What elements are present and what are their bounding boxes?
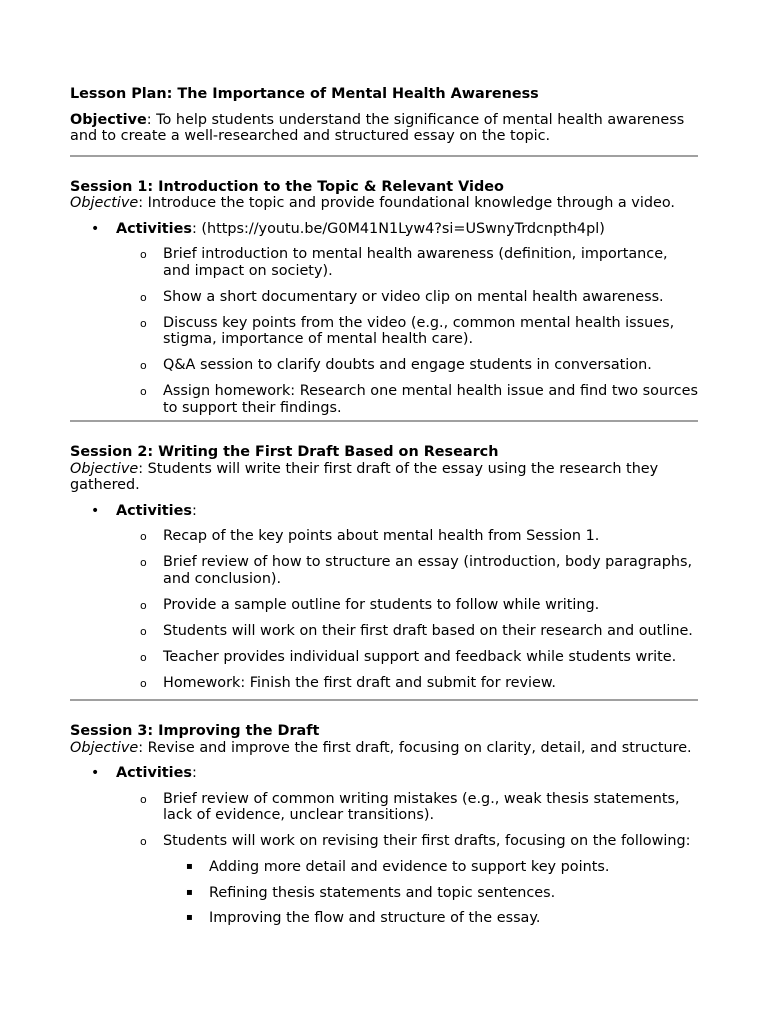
activities-item [70, 503, 698, 520]
activities-label: Activities [116, 765, 192, 781]
list-item-text: Discuss key points from the video (e.g., common mental health issues, stigma, importance of mental health care). [163, 314, 675, 347]
square-bullet-icon: ▪ [186, 912, 193, 923]
sub-list-item-text: Refining thesis statements and topic sentences. [209, 884, 556, 901]
session-objective-label: Objective [70, 195, 139, 211]
list-item [70, 528, 698, 545]
activities-label: Activities [116, 220, 192, 237]
activities-suffix: : [191, 765, 197, 781]
document-page [70, 86, 698, 936]
session-objective-label: Objective [70, 739, 139, 756]
session-objective-text: : Revise and improve the first draft, focusing on clarity, detail, and structure. [138, 739, 692, 756]
activities-item [70, 221, 698, 238]
sub-list-item-text: Improving the flow and structure of the essay. [209, 910, 541, 926]
square-bullet-icon: ▪ [186, 886, 193, 898]
document-title: Lesson Plan: The Importance of Mental Health Awareness [70, 86, 539, 102]
circle-bullet-icon: o [140, 835, 147, 848]
activities-label: Activities [116, 502, 192, 519]
bullet-icon: • [91, 765, 100, 781]
circle-bullet-icon: o [140, 530, 147, 543]
list-item [70, 623, 698, 640]
divider [70, 420, 698, 422]
session-1 [70, 179, 698, 417]
list-item [70, 597, 698, 614]
objective-label: Objective [70, 111, 147, 128]
circle-bullet-icon: o [140, 316, 147, 330]
circle-bullet-icon: o [140, 290, 147, 304]
list-item [70, 833, 698, 850]
circle-bullet-icon: o [140, 385, 147, 398]
list-item [70, 383, 698, 416]
list-item [70, 554, 698, 587]
session-objective-text: : Students will write their first draft of the essay using the research they gathered. [70, 460, 659, 493]
session-objective [70, 740, 698, 757]
circle-bullet-icon: o [140, 792, 147, 806]
activities-suffix: : [191, 502, 197, 519]
activities-item [70, 765, 698, 782]
session-objective-label: Objective [70, 460, 139, 477]
list-item-text: Provide a sample outline for students to follow while writing. [163, 596, 600, 613]
list-item-text: Students will work on their first draft based on their research and outline. [163, 622, 693, 639]
objective-text: : To help students understand the significance of mental health awareness and to create a well-researched and structured essay on the topic. [70, 111, 685, 144]
list-item-text: Q&A session to clarify doubts and engage students in conversation. [163, 357, 652, 373]
list-item [70, 315, 698, 348]
list-item-text: Recap of the key points about mental health from Session 1. [163, 528, 600, 544]
activities-link[interactable]: : (https://youtu.be/G0M41N1Lyw4?si=USwnyTrdcnpth4pl) [191, 220, 605, 237]
list-item-text: Students will work on revising their first drafts, focusing on the following: [163, 833, 691, 849]
circle-bullet-icon: o [140, 676, 147, 690]
bullet-icon: • [91, 220, 100, 237]
list-item-text: Brief review of common writing mistakes (e.g., weak thesis statements, lack of evidence, unclear transitions). [163, 790, 680, 823]
session-objective [70, 461, 698, 494]
list-item-text: Assign homework: Research one mental health issue and find two sources to support their findings. [163, 383, 698, 416]
session-2 [70, 444, 698, 691]
list-item [70, 791, 698, 824]
circle-bullet-icon: o [140, 650, 147, 664]
list-item-text: Show a short documentary or video clip on mental health awareness. [163, 288, 664, 305]
circle-bullet-icon: o [140, 624, 147, 638]
session-title: Session 2: Writing the First Draft Based on Research [70, 444, 499, 460]
sub-list-item [70, 885, 698, 902]
document-objective [70, 112, 698, 145]
list-item [70, 357, 698, 374]
list-item [70, 649, 698, 666]
list-item-text: Brief introduction to mental health awareness (definition, importance, and impact on society). [163, 246, 668, 279]
circle-bullet-icon: o [140, 556, 147, 569]
session-title: Session 3: Improving the Draft [70, 723, 320, 739]
sub-list-item [70, 910, 698, 927]
circle-bullet-icon: o [140, 248, 147, 261]
divider [70, 699, 698, 701]
divider [70, 155, 698, 157]
square-bullet-icon: ▪ [186, 861, 193, 872]
session-objective-text: : Introduce the topic and provide foundational knowledge through a video. [138, 195, 675, 211]
list-item-text: Teacher provides individual support and feedback while students write. [163, 648, 677, 665]
list-item-text: Brief review of how to structure an essay (introduction, body paragraphs, and conclusion). [163, 554, 693, 587]
sub-list-item-text: Adding more detail and evidence to support key points. [209, 859, 610, 875]
circle-bullet-icon: o [140, 359, 147, 372]
session-3 [70, 723, 698, 927]
list-item [70, 675, 698, 692]
circle-bullet-icon: o [140, 598, 147, 612]
sub-list-item [70, 859, 698, 876]
list-item [70, 246, 698, 279]
list-item-text: Homework: Finish the first draft and submit for review. [163, 674, 556, 691]
session-objective [70, 195, 698, 212]
session-title: Session 1: Introduction to the Topic & Relevant Video [70, 178, 504, 195]
list-item [70, 289, 698, 306]
bullet-icon: • [91, 502, 100, 519]
